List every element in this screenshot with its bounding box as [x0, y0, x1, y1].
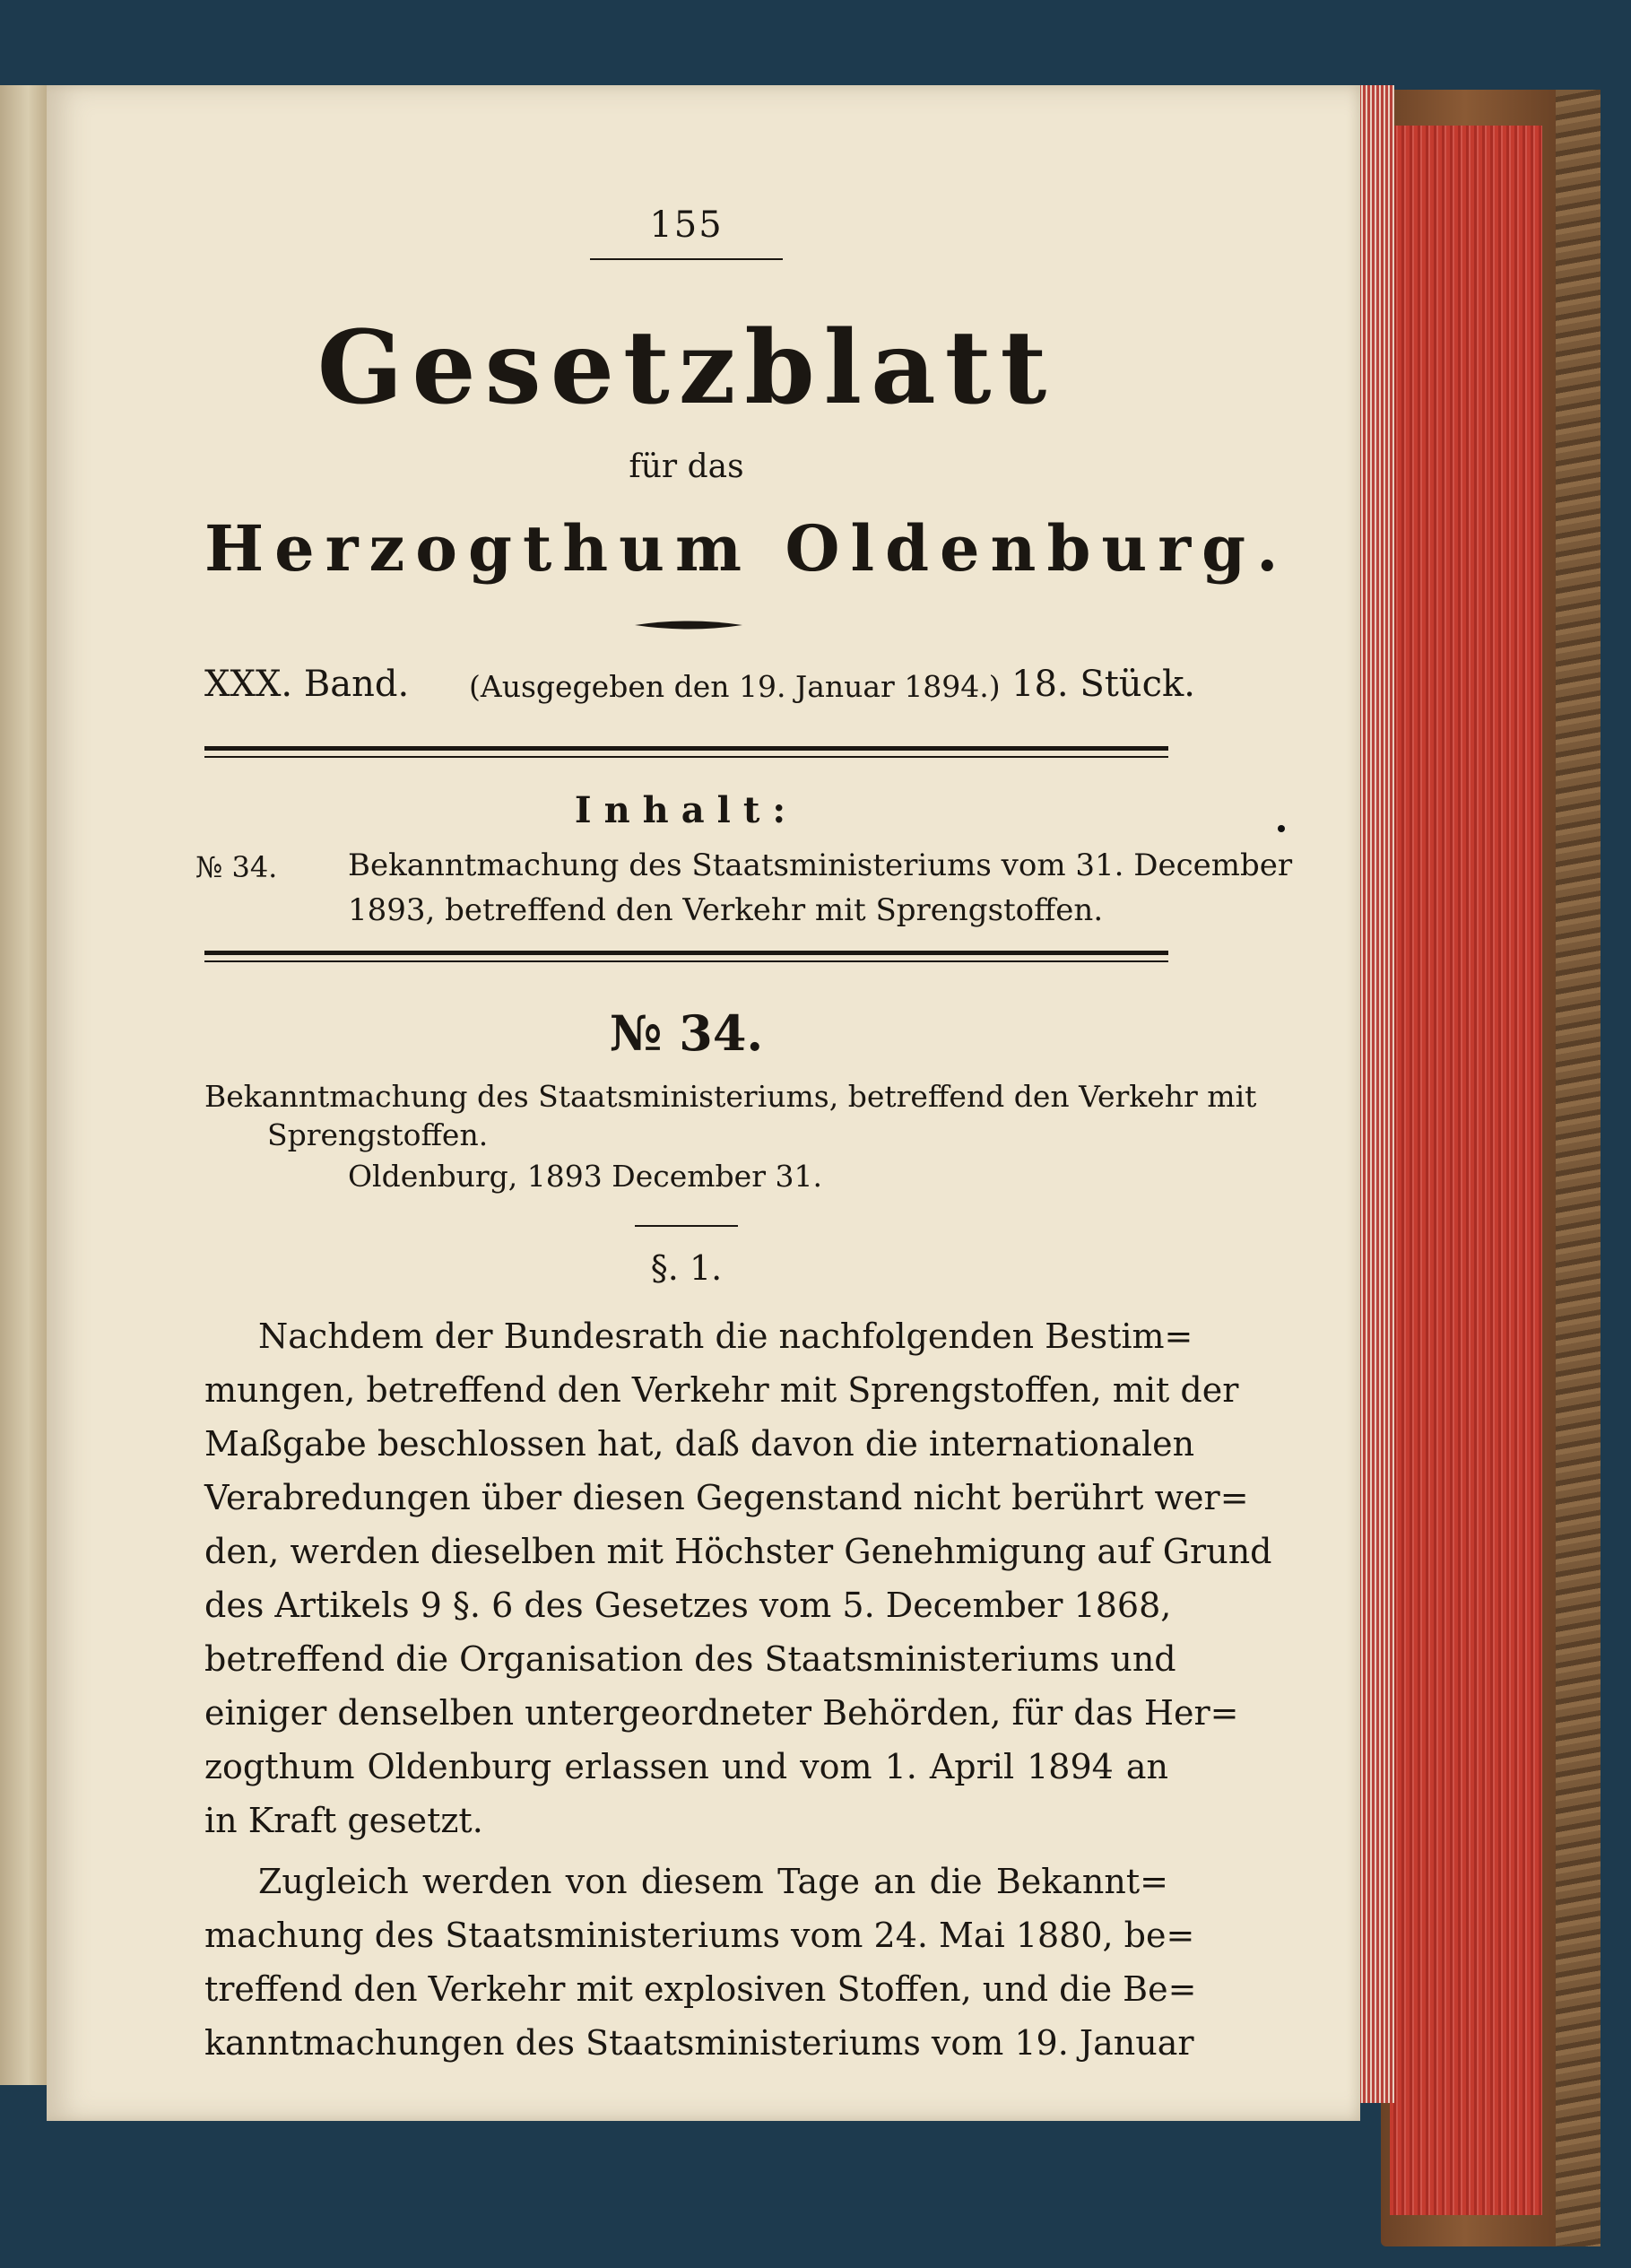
- page-number-rule: [590, 258, 783, 260]
- page-number: 155: [649, 204, 724, 246]
- para1-line: betreffend die Organisation des Staatsministeriums und: [204, 1639, 1176, 1679]
- toc-line-1: Bekanntmachung des Staatsministeriums vom 31. December: [348, 847, 1293, 883]
- para1-line: den, werden dieselben mit Höchster Genehmigung auf Grund: [204, 1532, 1272, 1571]
- gazette-title: Gesetzblatt: [317, 309, 1056, 427]
- state-name: Herzogthum Oldenburg.: [204, 511, 1289, 586]
- para1-line: einiger denselben untergeordneter Behörden, für das Her=: [204, 1693, 1239, 1733]
- double-rule-bottom-thin: [204, 960, 1168, 962]
- marbled-cover-edge: [1556, 90, 1601, 2246]
- paragraph-2: [204, 1855, 1197, 2070]
- page-block-red-edges: [1390, 126, 1542, 2215]
- double-rule-top: [204, 746, 1168, 751]
- double-rule-top-thin: [204, 756, 1168, 758]
- para2-line: treffend den Verkehr mit explosiven Stoffen, und die Be=: [204, 1969, 1197, 2009]
- ink-dot: [1278, 825, 1285, 832]
- intro-line-3: Oldenburg, 1893 December 31.: [348, 1159, 822, 1194]
- toc-number: № 34.: [195, 850, 278, 884]
- gazette-subtitle: für das: [629, 448, 744, 485]
- section-rule: [635, 1225, 738, 1227]
- toc-line-2: 1893, betreffend den Verkehr mit Sprengstoffen.: [348, 892, 1104, 928]
- double-rule-bottom: [204, 951, 1168, 955]
- paragraph-1: [204, 1309, 1272, 1847]
- section-heading: §. 1.: [650, 1248, 723, 1288]
- issue-date: (Ausgegeben den 19. Januar 1894.): [469, 669, 1001, 704]
- para2-line: Zugleich werden von diesem Tage an die Bekannt=: [258, 1862, 1168, 1901]
- para1-line: zogthum Oldenburg erlassen und vom 1. April 1894 an: [204, 1747, 1168, 1786]
- volume-label: XXX. Band.: [204, 664, 410, 705]
- para2-line: machung des Staatsministeriums vom 24. Mai 1880, be=: [204, 1916, 1195, 1955]
- para2-line: kanntmachungen des Staatsministeriums vom 19. Januar: [204, 2023, 1194, 2063]
- para1-line: Maßgabe beschlossen hat, daß davon die internationalen: [204, 1424, 1195, 1464]
- para1-line: in Kraft gesetzt.: [204, 1801, 483, 1840]
- issue-number: 18. Stück.: [1011, 664, 1195, 705]
- left-page-edge: [0, 85, 47, 2085]
- para1-line: des Artikels 9 §. 6 des Gesetzes vom 5. December 1868,: [204, 1586, 1172, 1625]
- intro-line-2: Sprengstoffen.: [267, 1117, 489, 1152]
- para1-line: Verabredungen über diesen Gegenstand nicht berührt wer=: [204, 1478, 1249, 1517]
- ornament-divider: [635, 619, 742, 631]
- intro-line-1: Bekanntmachung des Staatsministeriums, betreffend den Verkehr mit: [204, 1079, 1257, 1114]
- document-number: № 34.: [609, 1004, 764, 1062]
- contents-heading: Inhalt:: [574, 789, 799, 831]
- para1-line: mungen, betreffend den Verkehr mit Sprengstoffen, mit der: [204, 1370, 1239, 1410]
- para1-line: Nachdem der Bundesrath die nachfolgenden Bestim=: [258, 1316, 1193, 1356]
